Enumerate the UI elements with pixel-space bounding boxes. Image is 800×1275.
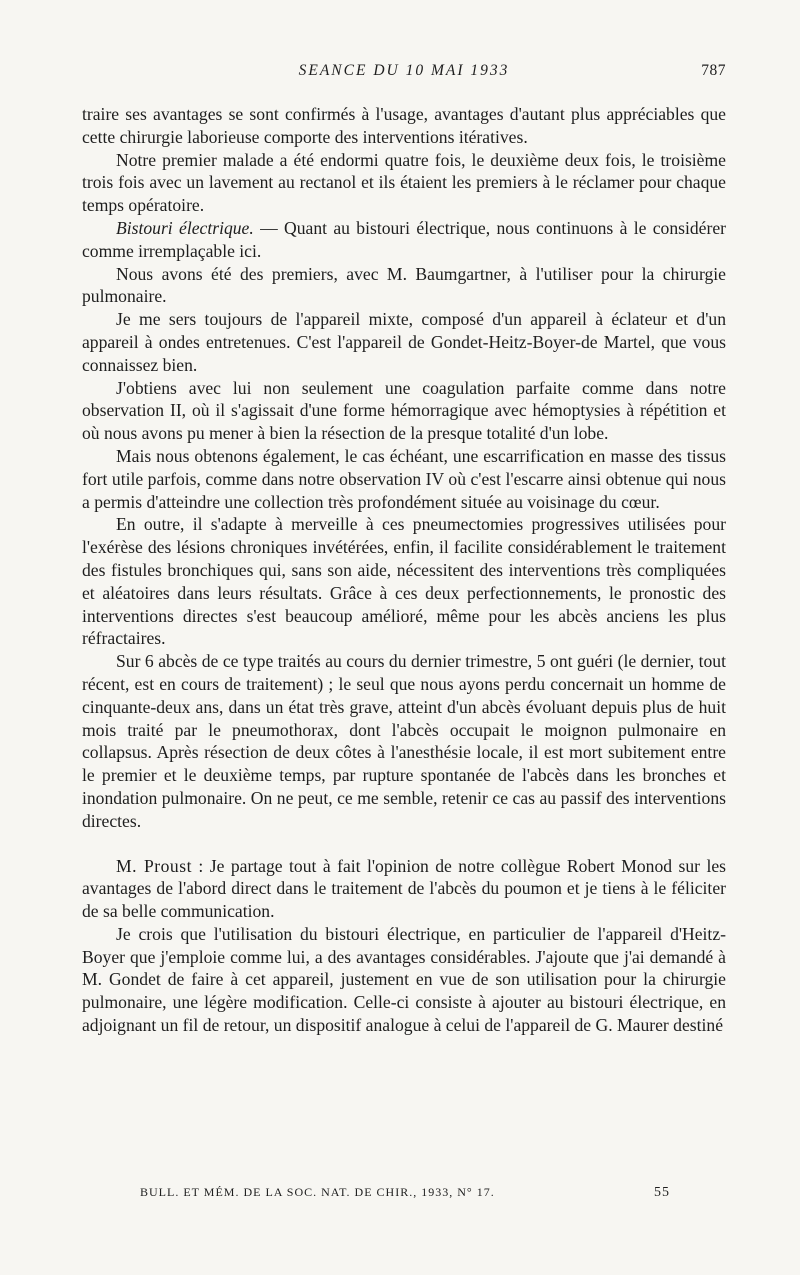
paragraph [82, 650, 726, 832]
paragraph [82, 513, 726, 650]
paragraph-text: — Quant au bistouri électrique, nous continuons à le considérer comme irremplaçable ici. [82, 217, 727, 261]
paragraph [82, 377, 726, 445]
paragraph [82, 217, 726, 263]
paragraph [82, 308, 726, 376]
paragraph [82, 263, 726, 309]
paragraph-text: Je crois que l'utilisation du bistouri électrique, en particulier de l'appareil d'Heitz-Boyer que j'emploie comme lui, a des avantages considérables. J'ajoute que j'ai demandé à M. Gondet de faire à cet appareil, justement en vue de son utilisation pour la chirurgie pulmonaire, une légère modification. Celle-ci consiste à ajouter au bistouri électrique, en adjoignant un fil de retour, un dispositif analogue à celui de l'appareil de G. Maurer destiné [82, 923, 726, 1036]
running-title: SEANCE DU 10 MAI 1933 [298, 62, 510, 79]
speaker-name: M. Proust [116, 855, 192, 876]
page-number: 787 [701, 62, 726, 79]
page-footer [82, 1185, 726, 1203]
paragraph-text: J'obtiens avec lui non seulement une coagulation parfaite comme dans notre observation II, où il s'agissait d'une forme hémorragique avec hémoptysies à répétition et où nous avons pu mener à bien la résection de la presque totalité d'un lobe. [82, 377, 726, 444]
paragraph [82, 103, 726, 149]
page-header [82, 62, 726, 84]
paragraph-text: traire ses avantages se sont confirmés à l'usage, avantages d'autant plus appréciables que cette chirurgie laborieuse comporte des interventions itératives. [82, 104, 726, 147]
paragraph-text: En outre, il s'adapte à merveille à ces pneumectomies progressives utilisées pour l'exérèse des lésions chroniques invétérées, enfin, il facilite considérablement le traitement des fistules bronchiques qui, sans son aide, nécessitent des interventions très compliquées et aléatoires dans leurs résultats. Grâce à ces deux perfectionnements, le pronostic des interventions directes s'est beaucoup amélioré, même pour les abcès anciens les plus réfractaires. [82, 514, 726, 649]
paragraph-text: Sur 6 abcès de ce type traités au cours du dernier trimestre, 5 ont guéri (le dernier, tout récent, est en cours de traitement) ; le seul que nous ayons perdu concernait un homme de cinquante-deux ans, dans un état très grave, atteint d'un abcès évoluant depuis plus de huit mois traité par le pneumothorax, dont l'abcès occupait le moignon pulmonaire en collapsus. Après résection de deux côtes à l'anesthésie locale, il est mort subitement entre le premier et le deuxième temps, par rupture spontanée de l'abcès dans les bronches et inondation pulmonaire. On ne peut, ce me semble, retenir ce cas au passif des interventions directes. [82, 651, 726, 831]
paragraph-text: Je me sers toujours de l'appareil mixte, composé d'un appareil à éclateur et d'un appareil à ondes entretenues. C'est l'appareil de Gondet-Heitz-Boyer-de Martel, que vous connaissez bien. [82, 309, 726, 375]
paragraph-text: Notre premier malade a été endormi quatre fois, le deuxième deux fois, le troisième trois fois avec un lavement au rectanol et ils étaient les premiers à le réclamer pour chaque temps opératoire. [82, 149, 726, 216]
paragraph-text: Mais nous obtenons également, le cas échéant, une escarrification en masse des tissus fort utile parfois, comme dans notre observation IV où c'est l'escarre ainsi obtenue qui nous a permis d'atteindre une collection très profondément située au voisinage du cœur. [82, 445, 726, 512]
paragraph [82, 445, 726, 513]
bulletin-reference: BULL. ET MÉM. DE LA SOC. NAT. DE CHIR., 1933, N° 17. [140, 1185, 495, 1199]
paragraph [82, 149, 726, 217]
section-lead: Bistouri électrique. [116, 217, 254, 238]
paragraph-text: : Je partage tout à fait l'opinion de notre collègue Robert Monod sur les avantages de l'abord direct dans le traitement de l'abcès du poumon et je tiens à le féliciter de sa belle communication. [82, 855, 726, 922]
paragraph-text: Nous avons été des premiers, avec M. Baumgartner, à l'utiliser pour la chirurgie pulmonaire. [82, 263, 726, 307]
paragraph [82, 855, 726, 923]
paragraph [82, 923, 726, 1037]
article-body [82, 103, 726, 1037]
sheet-number: 55 [654, 1185, 670, 1200]
